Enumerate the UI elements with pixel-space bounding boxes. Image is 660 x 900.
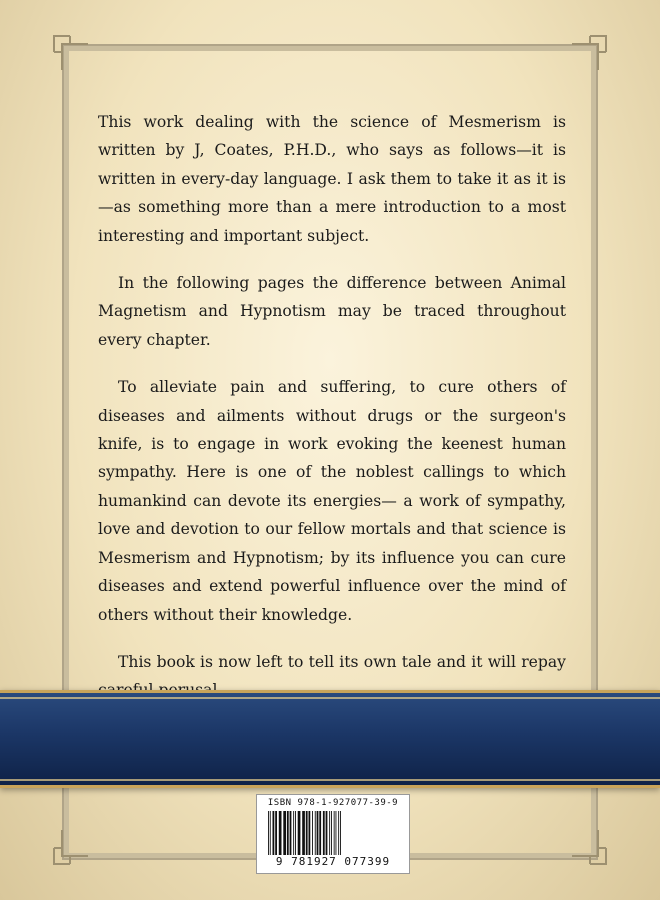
- isbn-label: ISBN 978-1-927077-39-9: [267, 798, 399, 808]
- barcode-bar: [338, 811, 339, 855]
- barcode-bar: [279, 811, 282, 855]
- corner-ornament-icon: [50, 32, 90, 72]
- barcode-bar: [268, 811, 269, 855]
- barcode-bar: [326, 811, 328, 855]
- barcode-bar: [331, 811, 332, 855]
- isbn-digits: 9 781927 077399: [275, 855, 391, 868]
- blurb-text: [98, 108, 566, 724]
- barcode-bar: [302, 811, 305, 855]
- barcode-bar: [309, 811, 311, 855]
- barcode-bar: [334, 811, 335, 855]
- blue-ribbon-band: [0, 690, 660, 788]
- blurb-paragraph: To alleviate pain and suffering, to cure others of diseases and ailments without drugs or the surgeon's knife, is to engage in work evoking the keenest human sympathy. Here is one of the noblest callings to which humankind can devote its energies— a work of sympathy, love and devotion to our fellow mortals and that science is Mesmerism and Hypnotism; by its influence you can cure diseases and extend powerful influence over the mind of others without their knowledge.: [98, 378, 566, 624]
- blurb-paragraph: This work dealing with the science of Mesmerism is written by J, Coates, P.H.D., who says as follows—it is written in every-day language. I ask them to take it as it is—as something more than a mere introduction to a most interesting and important subject.: [98, 113, 566, 245]
- corner-ornament-icon: [570, 32, 610, 72]
- barcode-bar: [293, 811, 294, 855]
- barcode-bar: [315, 811, 316, 855]
- barcode-bar: [275, 811, 277, 855]
- isbn-barcode: [256, 794, 410, 874]
- barcode-bar: [336, 811, 337, 855]
- barcode-bar: [270, 811, 271, 855]
- barcode-bar: [287, 811, 289, 855]
- barcode-bar: [290, 811, 292, 855]
- barcode-bar: [312, 811, 313, 855]
- corner-ornament-icon: [50, 828, 90, 868]
- barcode-bar: [273, 811, 275, 855]
- barcode-bar: [323, 811, 325, 855]
- barcode-bar: [340, 811, 341, 855]
- barcode-bar: [298, 811, 301, 855]
- barcode-bar: [306, 811, 308, 855]
- barcode-bar: [317, 811, 319, 855]
- barcode-bars: [267, 811, 399, 855]
- corner-ornament-icon: [570, 828, 610, 868]
- blurb-paragraph: This book is now left to tell its own tale and it will repay: [118, 652, 566, 671]
- barcode-bar: [329, 811, 330, 855]
- barcode-bar: [319, 811, 321, 855]
- barcode-bar: [295, 811, 296, 855]
- barcode-bar: [283, 811, 286, 855]
- blurb-paragraph: In the following pages the difference between Animal Magnetism and Hypnotism may be traced throughout every chapter.: [98, 274, 566, 349]
